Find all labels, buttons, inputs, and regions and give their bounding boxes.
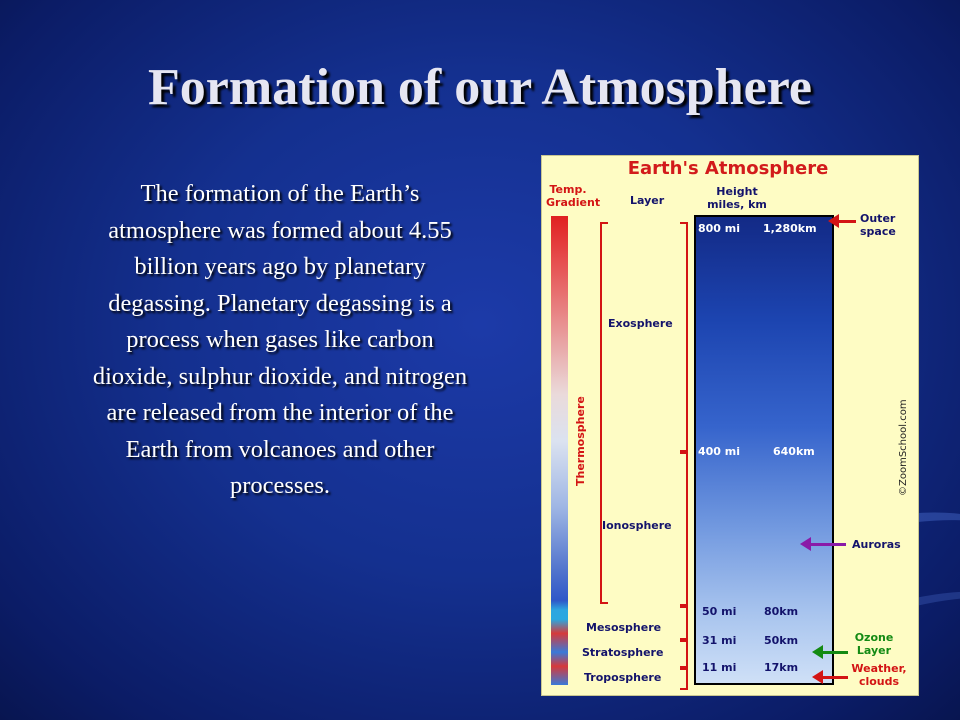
temperature-gradient-bar bbox=[551, 216, 568, 685]
height-800-mi: 800 mi bbox=[698, 222, 741, 235]
diagram-title: Earth's Atmosphere bbox=[627, 158, 829, 179]
mesosphere-bracket bbox=[680, 606, 688, 640]
height-1280-km: 1,280km bbox=[763, 222, 817, 235]
troposphere-bracket bbox=[680, 668, 688, 690]
auroras-label: Auroras bbox=[852, 538, 901, 551]
troposphere-label: Troposphere bbox=[584, 671, 662, 684]
weather-arrow bbox=[822, 676, 848, 679]
weather-clouds-label: Weather, clouds bbox=[851, 662, 907, 688]
height-11-mi: 11 mi bbox=[702, 661, 737, 674]
height-50-mi: 50 mi bbox=[702, 605, 737, 618]
ozone-layer-label: Ozone Layer bbox=[854, 631, 894, 657]
height-400-mi: 400 mi bbox=[698, 445, 741, 458]
slide-body-text: The formation of the Earth’s atmosphere was formed about 4.55 billion years ago by planetary degassing. Planetary degassing is a process when gases like carbon dioxide, sulphur dioxide, and nitrogen are released from the interior of the Earth from volcanoes and other processes. bbox=[92, 180, 468, 499]
height-17-km: 17km bbox=[764, 661, 799, 674]
exosphere-label: Exosphere bbox=[608, 317, 673, 330]
thermosphere-label: Thermosphere bbox=[574, 396, 587, 486]
slide-title: Formation of our Atmosphere bbox=[148, 59, 812, 116]
height-50-km: 50km bbox=[764, 634, 799, 647]
temp-gradient-header: Temp. Gradient bbox=[546, 183, 601, 209]
outer-space-arrow bbox=[838, 220, 856, 223]
mesosphere-label: Mesosphere bbox=[586, 621, 662, 634]
height-header: Height miles, km bbox=[707, 185, 767, 211]
height-640-km: 640km bbox=[773, 445, 815, 458]
outer-space-label: Outer space bbox=[860, 212, 896, 238]
stratosphere-bracket bbox=[680, 640, 688, 668]
stratosphere-label: Stratosphere bbox=[582, 646, 664, 659]
auroras-arrow bbox=[810, 543, 846, 546]
ionosphere-label: Ionosphere bbox=[602, 519, 672, 532]
ionosphere-bracket bbox=[680, 452, 688, 606]
ozone-arrow bbox=[822, 651, 848, 654]
height-80-km: 80km bbox=[764, 605, 799, 618]
thermosphere-bracket bbox=[600, 222, 608, 604]
layer-header: Layer bbox=[630, 194, 665, 207]
atmosphere-diagram bbox=[542, 156, 918, 695]
exosphere-bracket bbox=[680, 222, 688, 452]
copyright-text: ©ZoomSchool.com bbox=[898, 399, 909, 496]
height-31-mi: 31 mi bbox=[702, 634, 737, 647]
